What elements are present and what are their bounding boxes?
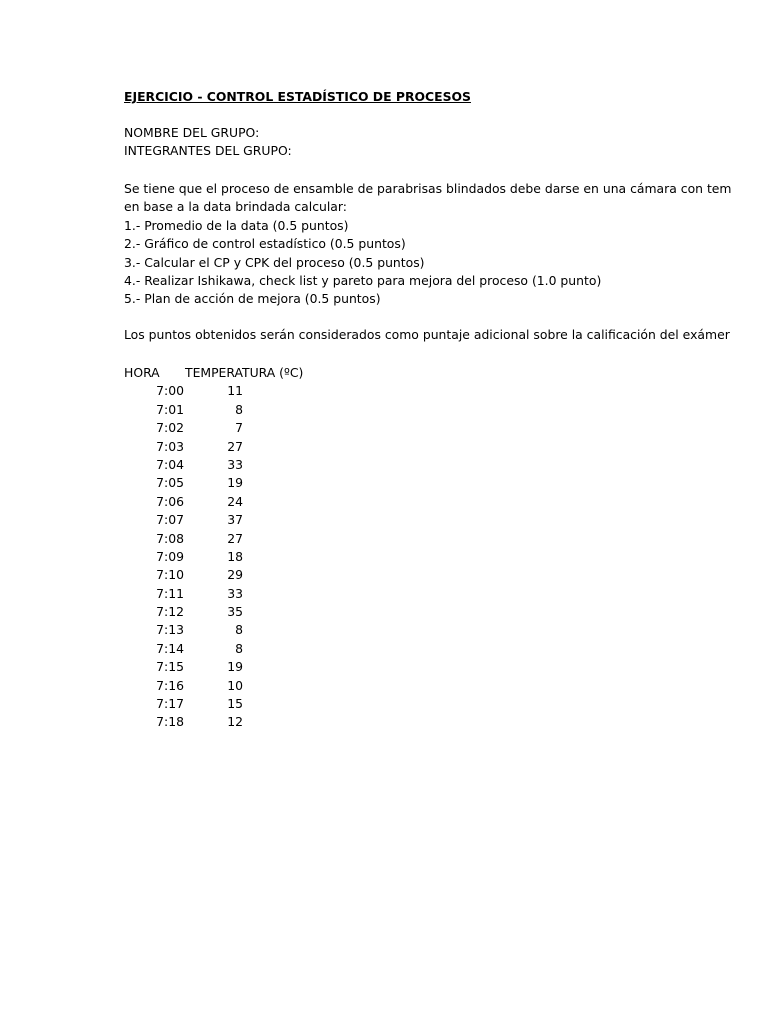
cell-temperatura: 19 xyxy=(227,475,243,491)
cell-temperatura: 29 xyxy=(227,567,243,583)
cell-hora: 7:03 xyxy=(156,438,184,454)
cell-temperatura: 11 xyxy=(227,383,243,399)
cell-hora: 7:00 xyxy=(156,383,184,399)
score-note: Los puntos obtenidos serán considerados como puntaje adicional sobre la calificación del exámer xyxy=(124,327,730,342)
instruction-item-2: 2.- Gráfico de control estadístico (0.5 puntos) xyxy=(124,236,406,252)
table-row xyxy=(124,419,324,437)
cell-temperatura: 7 xyxy=(235,420,243,436)
table-row xyxy=(124,677,324,695)
cell-temperatura: 12 xyxy=(227,714,243,730)
table-row xyxy=(124,621,324,639)
cell-hora: 7:11 xyxy=(156,585,184,601)
cell-hora: 7:02 xyxy=(156,420,184,436)
table-row xyxy=(124,640,324,658)
instruction-item-4: 4.- Realizar Ishikawa, check list y pareto para mejora del proceso (1.0 punto) xyxy=(124,272,602,288)
cell-temperatura: 24 xyxy=(227,493,243,509)
table-row xyxy=(124,658,324,676)
instruction-item-1: 1.- Promedio de la data (0.5 puntos) xyxy=(124,217,349,233)
cell-temperatura: 8 xyxy=(235,401,243,417)
cell-temperatura: 8 xyxy=(235,640,243,656)
cell-temperatura: 27 xyxy=(227,530,243,546)
cell-hora: 7:13 xyxy=(156,622,184,638)
cell-temperatura: 33 xyxy=(227,585,243,601)
column-header-hora: HORA xyxy=(124,365,160,380)
cell-hora: 7:08 xyxy=(156,530,184,546)
document-title: EJERCICIO - CONTROL ESTADÍSTICO DE PROCESOS xyxy=(124,89,471,104)
cell-hora: 7:16 xyxy=(156,677,184,693)
table-row xyxy=(124,456,324,474)
cell-temperatura: 37 xyxy=(227,512,243,528)
cell-hora: 7:10 xyxy=(156,567,184,583)
cell-hora: 7:01 xyxy=(156,401,184,417)
table-row xyxy=(124,585,324,603)
cell-temperatura: 19 xyxy=(227,659,243,675)
cell-temperatura: 10 xyxy=(227,677,243,693)
table-row xyxy=(124,713,324,731)
cell-temperatura: 27 xyxy=(227,438,243,454)
cell-hora: 7:09 xyxy=(156,548,184,564)
table-row xyxy=(124,548,324,566)
column-header-temperatura: TEMPERATURA (ºC) xyxy=(185,365,304,380)
temperature-table xyxy=(124,364,324,732)
cell-temperatura: 15 xyxy=(227,696,243,712)
instruction-intro-line-1: Se tiene que el proceso de ensamble de parabrisas blindados debe darse en una cámara con tem xyxy=(124,181,732,196)
cell-hora: 7:05 xyxy=(156,475,184,491)
instruction-intro-line-2: en base a la data brindada calcular: xyxy=(124,199,347,215)
table-row xyxy=(124,493,324,511)
instruction-item-3: 3.- Calcular el CP y CPK del proceso (0.5 puntos) xyxy=(124,254,425,270)
cell-hora: 7:17 xyxy=(156,696,184,712)
cell-temperatura: 8 xyxy=(235,622,243,638)
table-row xyxy=(124,511,324,529)
group-name-label: NOMBRE DEL GRUPO: xyxy=(124,125,260,140)
cell-temperatura: 33 xyxy=(227,456,243,472)
cell-hora: 7:18 xyxy=(156,714,184,730)
cell-hora: 7:15 xyxy=(156,659,184,675)
cell-temperatura: 35 xyxy=(227,604,243,620)
table-row xyxy=(124,401,324,419)
table-row xyxy=(124,438,324,456)
group-info xyxy=(124,124,668,161)
instructions xyxy=(124,180,732,309)
table-row xyxy=(124,603,324,621)
cell-hora: 7:07 xyxy=(156,512,184,528)
table-row xyxy=(124,695,324,713)
table-body xyxy=(124,382,324,731)
instruction-item-5: 5.- Plan de acción de mejora (0.5 puntos) xyxy=(124,291,381,307)
table-row xyxy=(124,382,324,400)
cell-hora: 7:12 xyxy=(156,604,184,620)
cell-hora: 7:04 xyxy=(156,456,184,472)
cell-hora: 7:06 xyxy=(156,493,184,509)
table-row xyxy=(124,530,324,548)
table-row xyxy=(124,474,324,492)
group-members-label: INTEGRANTES DEL GRUPO: xyxy=(124,143,292,159)
cell-temperatura: 18 xyxy=(227,548,243,564)
table-row xyxy=(124,566,324,584)
table-header-row xyxy=(124,364,324,382)
cell-hora: 7:14 xyxy=(156,640,184,656)
